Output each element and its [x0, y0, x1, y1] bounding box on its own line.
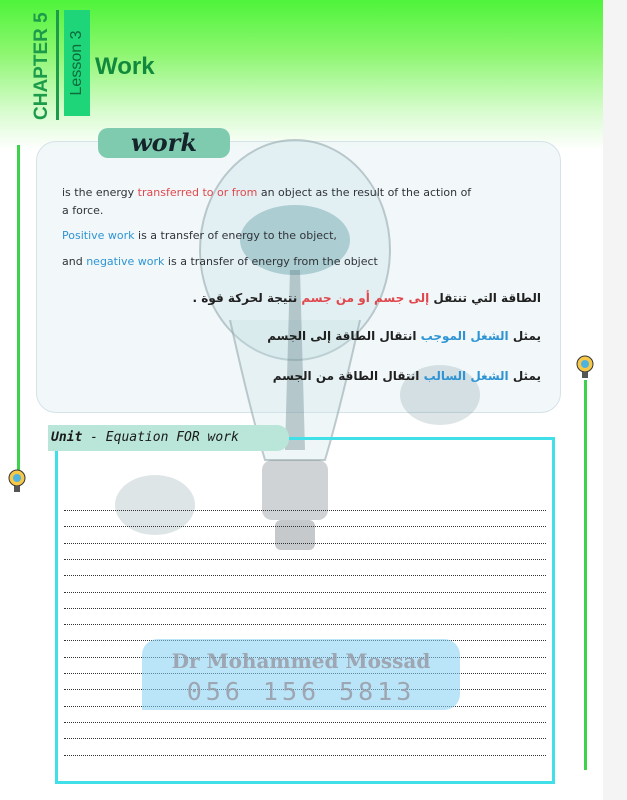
- lesson-text: Lesson 3: [68, 30, 85, 96]
- watermark-card: [142, 639, 460, 710]
- writing-line: [64, 738, 546, 739]
- text-segment: and: [62, 255, 87, 268]
- writing-line: [64, 592, 546, 593]
- watermark-phone: 056 156 5813: [186, 677, 416, 706]
- chapter-label: [30, 8, 54, 120]
- highlight-red: transferred to or from: [137, 186, 258, 199]
- text-segment: الطاقة التي تنتقل: [429, 291, 541, 305]
- definition-heading: work: [98, 128, 230, 158]
- writing-line: [64, 559, 546, 560]
- text-segment: انتقال الطاقة من الجسم: [272, 369, 424, 383]
- text-segment: نتيجة لحركة قوة .: [192, 291, 302, 305]
- text-segment: is a transfer of energy to the object,: [134, 229, 337, 242]
- lightbulb-icon: [576, 354, 594, 380]
- highlight-blue: work: [104, 229, 135, 242]
- definition-line-1: [62, 186, 471, 199]
- highlight-red: إلى جسم أو من جسم: [301, 291, 430, 305]
- highlight-blue: negative: [86, 255, 135, 268]
- writing-line: [64, 722, 546, 723]
- text-segment: an object as the result of the action of: [257, 186, 472, 199]
- text-segment: انتقال الطاقة إلى الجسم: [267, 329, 421, 343]
- writing-line: [64, 608, 546, 609]
- text-segment: يمثل: [508, 329, 541, 343]
- highlight-blue: Positive: [62, 229, 105, 242]
- definition-line-2: a force.: [62, 204, 104, 217]
- text-segment: يمثل: [508, 369, 541, 383]
- unit-equation-heading: [48, 425, 289, 451]
- equation-label: - Equation FOR work: [82, 430, 239, 445]
- writing-line: [64, 755, 546, 756]
- writing-line: [64, 624, 546, 625]
- text-segment: is the energy: [62, 186, 138, 199]
- arabic-definition-line: [193, 291, 541, 305]
- arabic-negative-line: [273, 369, 541, 383]
- text-segment: is a transfer of energy from the object: [164, 255, 378, 268]
- writing-line: [64, 543, 546, 544]
- unit-label: Unit: [51, 430, 83, 445]
- page-margin: [603, 0, 627, 800]
- writing-line: [64, 510, 546, 511]
- right-decor-line: [584, 380, 587, 770]
- writing-area: [55, 437, 555, 784]
- writing-line: [64, 526, 546, 527]
- highlight-blue: work: [134, 255, 165, 268]
- header-divider: [56, 10, 59, 120]
- negative-work-line: [62, 255, 378, 268]
- lightbulb-icon: [8, 468, 26, 494]
- highlight-blue: الشغل السالب: [423, 369, 509, 383]
- lesson-label: [64, 10, 90, 116]
- left-decor-line: [17, 145, 20, 470]
- chapter-text: CHAPTER 5: [31, 12, 52, 120]
- page-title: Work: [95, 53, 155, 80]
- arabic-positive-line: [267, 329, 541, 343]
- positive-work-line: [62, 229, 337, 242]
- writing-line: [64, 575, 546, 576]
- header-band: [0, 0, 603, 150]
- watermark-name: Dr Mohammed Mossad: [171, 649, 431, 673]
- highlight-blue: الشغل الموجب: [420, 329, 509, 343]
